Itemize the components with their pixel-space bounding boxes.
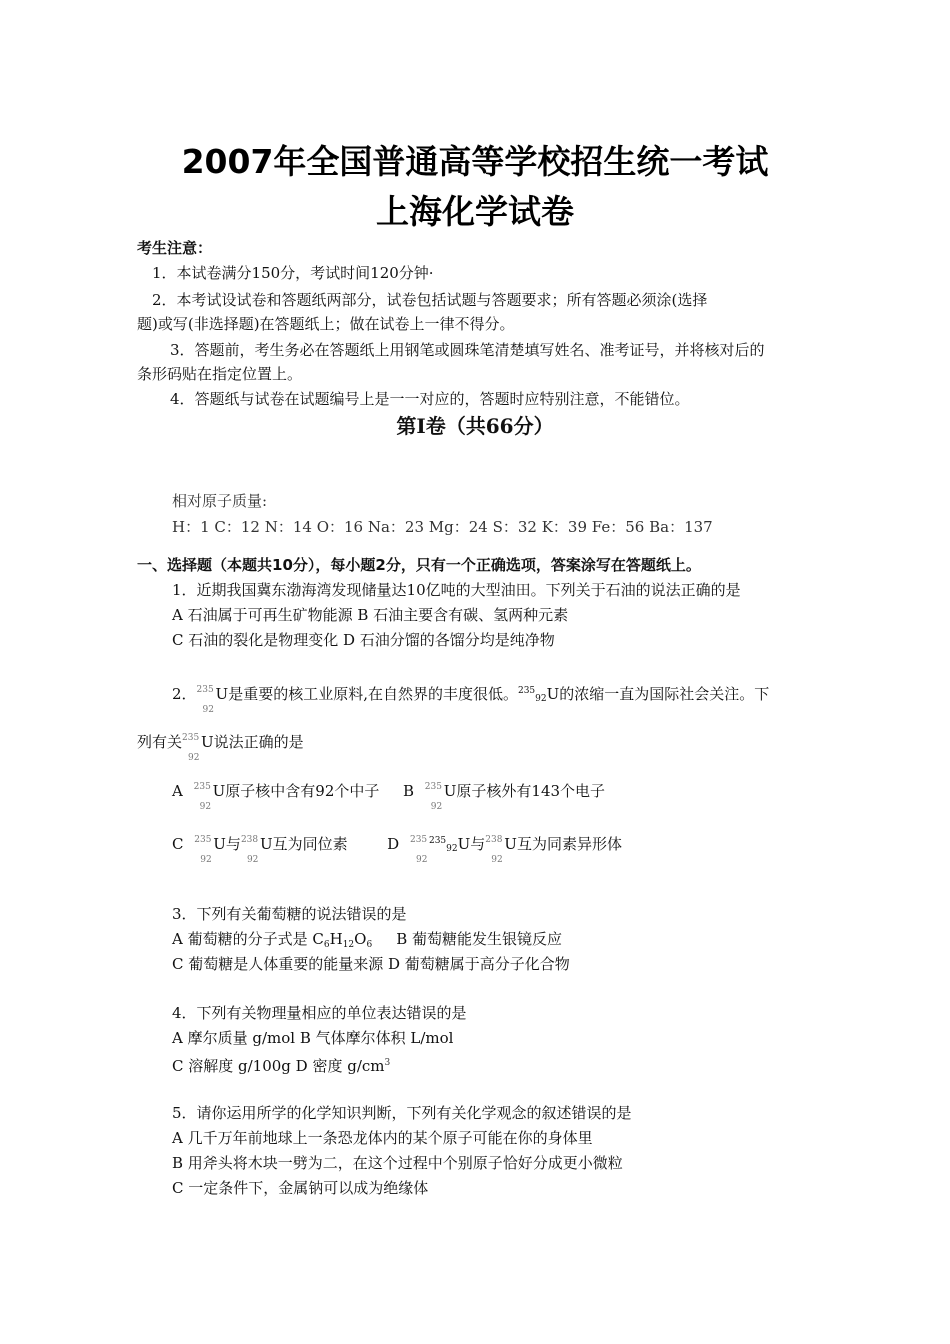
q2-stem-line1 [172, 681, 770, 715]
q2-option-b-label: B [402, 782, 414, 800]
atomic-number: 92 [430, 802, 443, 812]
atomic-mass-label: 相对原子质量: [172, 492, 268, 510]
exam-title-line2: 上海化学试卷 [376, 192, 574, 231]
mass-number: 235 [409, 835, 428, 845]
q2-number: 2． [172, 685, 197, 703]
u-symbol: U [504, 835, 517, 853]
q2-stem-b: 的浓缩一直为国际社会关注。下 [559, 685, 770, 703]
q2-option-c-text: 互为同位素 [272, 835, 348, 853]
q3-option-a: A 葡萄糖的分子式是 C [172, 930, 324, 948]
atomic-mass-values: H：1 C：12 N：14 O：16 Na：23 Mg：24 S：32 K：39 Fe：56 Ba：137 [172, 518, 713, 536]
q2-option-c-label: C [172, 835, 184, 853]
atomic-number: 92 [200, 855, 212, 865]
q3-options-ab [172, 929, 562, 955]
mass-number: 235 [182, 733, 200, 743]
isotope-u235 [196, 685, 215, 715]
mass-number: 238 [485, 835, 503, 845]
q2-option-a-text: 原子核中含有92个中子 [225, 782, 380, 800]
mass-number: 235 [196, 685, 214, 695]
atomic-number: 92 [199, 802, 212, 812]
q4-stem: 4．下列有关物理量相应的单位表达错误的是 [172, 1004, 467, 1022]
q1-options-cd: C 石油的裂化是物理变化 D 石油分馏的各馏分均是纯净物 [172, 631, 555, 649]
u-symbol: U [443, 782, 457, 800]
q2-stem-c-post: 说法正确的是 [213, 733, 304, 751]
u-symbol: U [212, 782, 226, 800]
q2-options-cd [172, 831, 622, 865]
atomic-number: 92 [246, 855, 259, 865]
oxygen-subscript: 6 [366, 940, 373, 950]
isotope-u235 [182, 733, 200, 763]
notice-item-4: 4．答题纸与试卷在试题编号上是一一对应的，答题时应特别注意，不能错位。 [170, 390, 690, 408]
q4-options-ab: A 摩尔质量 g/mol B 气体摩尔体积 L/mol [172, 1029, 454, 1047]
q2-stem-a: 是重要的核工业原料,在自然界的丰度很低。 [228, 685, 518, 703]
u-symbol: U [201, 733, 214, 751]
u-symbol: U [546, 685, 560, 703]
notice-heading: 考生注意： [137, 239, 213, 257]
mass-number-inline: 235 [517, 686, 536, 696]
q5-option-b: B 用斧头将木块一劈为二，在这个过程中个别原子恰好分成更小微粒 [172, 1154, 623, 1172]
isotope-u235 [409, 835, 428, 865]
atomic-number-inline: 92 [535, 694, 547, 704]
isotope-u235 [424, 782, 443, 812]
q2-option-a-label: A [172, 782, 183, 800]
q2-option-d-mid: 与 [470, 835, 486, 853]
q5-option-c: C 一定条件下，金属钠可以成为绝缘体 [172, 1179, 429, 1197]
cubic-exponent: 3 [384, 1058, 391, 1068]
atomic-number: 92 [491, 855, 503, 865]
q2-options-ab [172, 781, 606, 812]
atomic-number: 92 [202, 705, 214, 715]
q3-option-b: B 葡萄糖能发生银镜反应 [396, 930, 562, 948]
exam-title-line1: 2007年全国普通高等学校招生统一考试 [181, 142, 769, 181]
u-symbol: U [259, 835, 273, 853]
q1-stem: 1．近期我国冀东渤海湾发现储量达10亿吨的大型油田。下列关于石油的说法正确的是 [172, 581, 741, 599]
u-symbol: U [215, 685, 229, 703]
q2-stem-c-pre: 列有关 [137, 733, 183, 751]
oxygen-symbol: O [354, 930, 367, 948]
isotope-u235 [194, 835, 212, 865]
atomic-number: 92 [188, 753, 200, 763]
isotope-u235 [193, 782, 212, 812]
mass-number: 235 [194, 835, 212, 845]
isotope-u238 [240, 835, 259, 865]
isotope-u238 [485, 835, 503, 865]
atomic-number-inline: 92 [446, 844, 458, 854]
q2-option-d-text: 互为同素异形体 [516, 835, 622, 853]
u-symbol: U [457, 835, 471, 853]
carbon-subscript: 6 [323, 940, 330, 950]
mass-number: 238 [240, 835, 259, 845]
mass-number-inline: 235 [428, 836, 447, 846]
notice-item-3a: 3．答题前，考生务必在答题纸上用钢笔或圆珠笔清楚填写姓名、准考证号，并将核对后的 [170, 341, 765, 359]
u-symbol: U [213, 835, 226, 853]
notice-item-1: 1．本试卷满分150分，考试时间120分钟· [152, 264, 434, 282]
hydrogen-symbol: H [329, 930, 343, 948]
q3-stem: 3．下列有关葡萄糖的说法错误的是 [172, 905, 407, 923]
atomic-number: 92 [415, 855, 428, 865]
q3-options-cd: C 葡萄糖是人体重要的能量来源 D 葡萄糖属于高分子化合物 [172, 955, 570, 973]
mass-number: 235 [424, 782, 442, 792]
q2-option-c-mid: 与 [225, 835, 241, 853]
notice-item-3b: 条形码贴在指定位置上。 [137, 365, 303, 383]
q4-options-cd [172, 1053, 390, 1076]
q4-options-cd-text: C 溶解度 g/100g D 密度 g/cm [172, 1057, 385, 1075]
q5-option-a: A 几千万年前地球上一条恐龙体内的某个原子可能在你的身体里 [172, 1129, 593, 1147]
q5-stem: 5．请你运用所学的化学知识判断，下列有关化学观念的叙述错误的是 [172, 1104, 632, 1122]
part-1-title: 第I卷（共66分） [396, 414, 554, 438]
q2-option-b-text: 原子核外有143个电子 [456, 782, 606, 800]
q2-option-d-label: D [387, 835, 400, 853]
q1-options-ab: A 石油属于可再生矿物能源 B 石油主要含有碳、氢两种元素 [172, 606, 569, 624]
q2-stem-line2 [137, 732, 304, 763]
mass-number: 235 [193, 782, 211, 792]
hydrogen-subscript: 12 [342, 940, 355, 950]
notice-item-2b: 题)或写(非选择题)在答题纸上；做在试卷上一律不得分。 [137, 315, 515, 333]
notice-item-2a: 2．本考试设试卷和答题纸两部分，试卷包括试题与答题要求；所有答题必须涂(选择 [152, 291, 708, 309]
section-1-heading: 一、选择题（本题共10分），每小题2分，只有一个正确选项，答案涂写在答题纸上。 [137, 556, 701, 574]
